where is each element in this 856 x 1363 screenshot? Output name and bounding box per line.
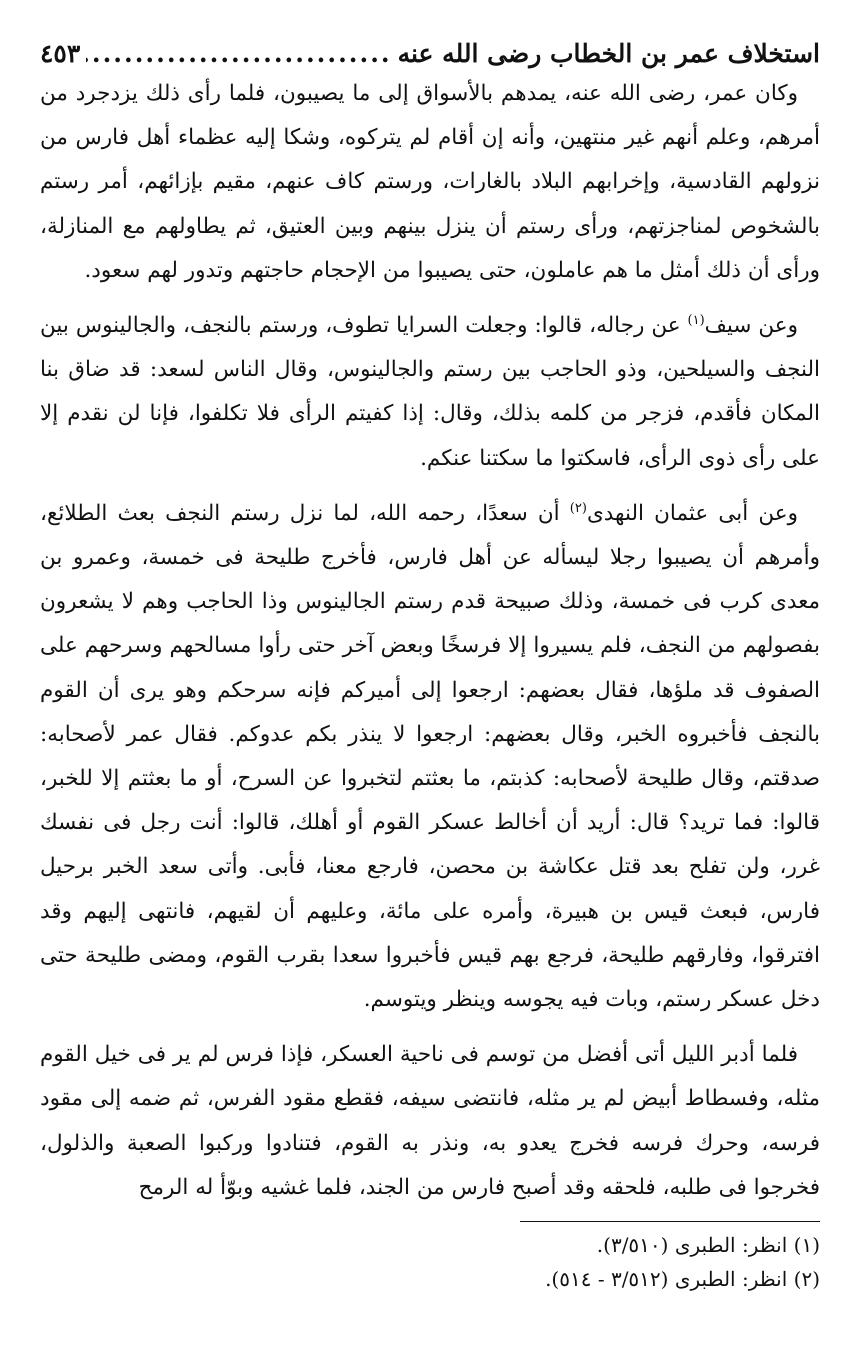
footnote-1: (١) انظر: الطبرى (٣/٥١٠).: [596, 1233, 820, 1258]
paragraph-4: [40, 1033, 820, 1210]
main-text: [40, 72, 820, 1210]
footnote-ref-1[interactable]: (١): [687, 312, 705, 328]
paragraph-2-lead: وعن سيف: [704, 313, 798, 339]
paragraph-3-text: أن سعدًا، رحمه الله، لما نزل رستم النجف بعث الطلائع، وأمرهم أن يصيبوا رجلا ليسأله عن أهل فارس، فأخرج طليحة فى خمسة، وعمرو بن معدى كرب فى خمسة، وذلك صبيحة قدم رستم الجالينوس وذا الحاجب وهم لا يشعرون بفصولهم من النجف، فلم يسيروا إلا فرسخًا وبعض آخر حتى رأوا مسالحهم وسرحهم على الصفوف قد ملؤها، فقال بعضهم: ارجعوا إلى أميركم فإنه سرحكم وهو يرى أن القوم بالنجف فأخبروه الخبر، وقال بعضهم: ارجعوا لا ينذر بكم عدوكم. فقال عمر لأصحابه: صدقتم، وقال طليحة لأصحابه: كذبتم، ما بعثتم لتخبروا عن السرح، أو ما بعثتم إلا للخبر، قالوا: فما تريد؟ قال: أريد أن أخالط عسكر القوم أو أهلك، قالوا: أنت رجل فى نفسك غرر، ولن تفلح بعد قتل عكاشة بن محصن، فارجع معنا، فأبى. وأتى سعد الخبر برحيل فارس، فبعث قيس بن هبيرة، وأمره على مائة، وعليهم أن لقيهم، فانتهى إليهم وقد افترقوا، وفارقهم طليحة، فرجع بهم قيس فأخبروا سعدا بقرب القوم، ومضى طليحة حتى دخل عسكر رستم، وبات فيه يجوسه وينظر ويتوسم.: [40, 500, 820, 1013]
paragraph-1-text: وكان عمر، رضى الله عنه، يمدهم بالأسواق إلى ما يصيبون، فلما رأى ذلك يزدجرد من أمرهم، وعلم أنهم غير منتهين، وأنه إن أقام لم يتركوه، وشكا إليه عظماء أهل فارس من نزولهم القادسية، وإخرابهم البلاد بالغارات، ورستم كاف عنهم، مقيم بإزائهم، أمر رستم بالشخوص لمناجزتهم، ورأى رستم أن ينزل بينهم وبين العتيق، ثم يطاولهم مع المنازلة، ورأى أن ذلك أمثل ما هم عاملون، حتى يصيبوا من الإحجام حاجتهم وتدور لهم سعود.: [40, 81, 820, 283]
header-leader-dots: [86, 36, 391, 72]
paragraph-2-text: عن رجاله، قالوا: وجعلت السرايا تطوف، ورستم بالنجف، والجالينوس بين النجف والسيلحين، وذو الحاجب بين رستم والجالينوس، وقال الناس لسعد: قد ضاق بنا المكان فأقدم، فزجر من كلمه بذلك، وقال: إذا كفيتم الرأى فلا تكلفوا، فإنا لن نقدم إلا على رأى ذوى الرأى، فاسكتوا ما سكتنا عنكم.: [40, 313, 820, 471]
paragraph-1: [40, 72, 820, 293]
footnote-divider: [520, 1221, 820, 1222]
footnotes: [40, 1228, 820, 1296]
running-header: [40, 36, 820, 72]
paragraph-3: [40, 492, 820, 1022]
chapter-title: استخلاف عمر بن الخطاب رضى الله عنه: [397, 39, 820, 68]
paragraph-2: [40, 304, 820, 481]
footnote-ref-2[interactable]: (٢): [569, 500, 587, 516]
paragraph-3-lead: وعن أبى عثمان النهدى: [586, 500, 798, 526]
page-number: ٤٥٣: [40, 39, 81, 68]
paragraph-4-text: فلما أدبر الليل أتى أفضل من توسم فى ناحية العسكر، فإذا فرس لم ير فى خيل القوم مثله، وفسطاط أبيض لم ير مثله، فانتضى سيفه، فقطع مقود الفرس، ثم ضمه إلى مقود فرسه، وحرك فرسه فخرج يعدو به، ونذر به القوم، فتنادوا وركبوا الصعبة والذلول، فخرجوا فى طلبه، فلحقه وقد أصبح فارس من الجند، فلما غشيه وبوّأ له الرمح: [40, 1042, 820, 1200]
footnote-2: (٢) انظر: الطبرى (٣/٥١٢ - ٥١٤).: [545, 1267, 820, 1292]
book-page: [40, 36, 820, 1296]
